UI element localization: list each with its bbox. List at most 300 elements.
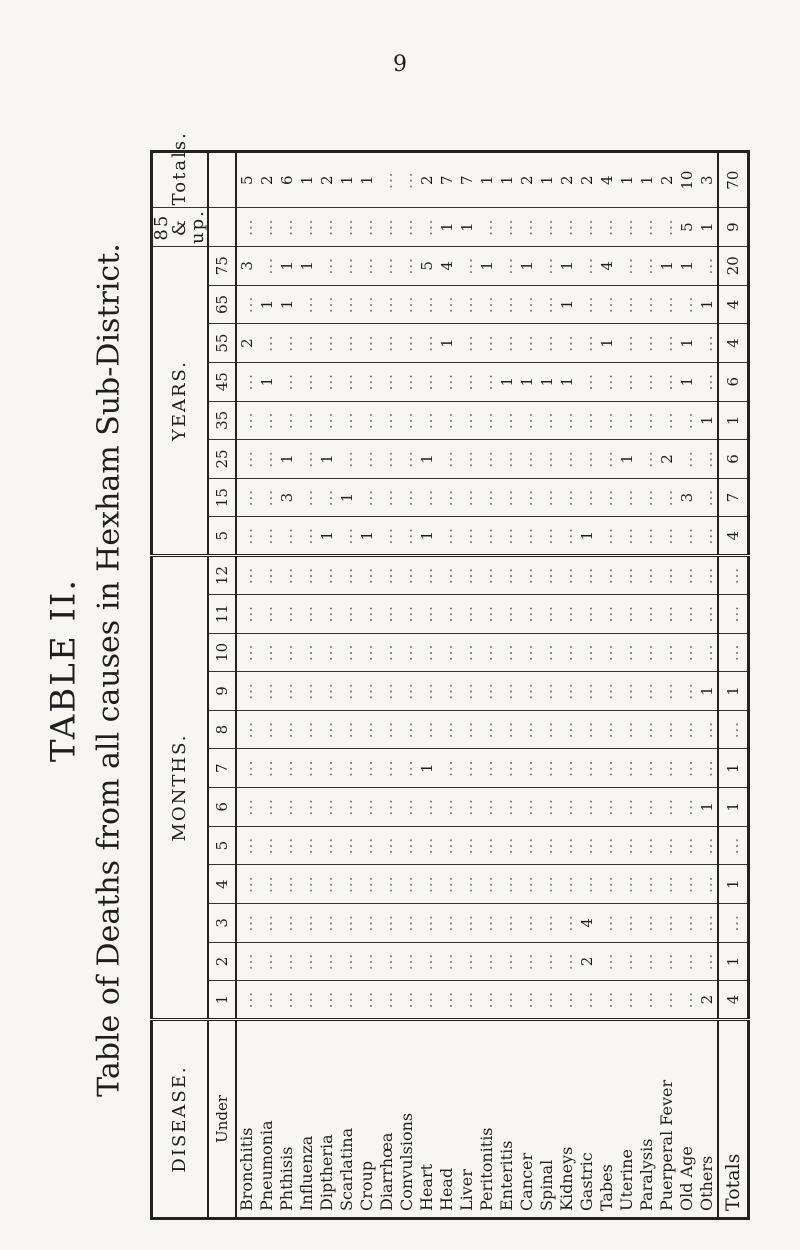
- year-cell: ...: [597, 478, 617, 517]
- year-header: 65: [208, 285, 236, 324]
- month-cell: ...: [637, 942, 657, 981]
- disease-name: Puerperal Fever: [657, 1019, 677, 1218]
- group-header-disease: DISEASE.: [152, 1019, 209, 1218]
- year-cell: ...: [617, 362, 637, 401]
- month-cell: ...: [537, 672, 557, 711]
- year-cell: ...: [297, 324, 317, 363]
- month-cell: ...: [477, 981, 497, 1020]
- year-cell: 2: [657, 440, 677, 479]
- totals-label: Totals: [718, 1019, 749, 1218]
- year-cell: ...: [557, 324, 577, 363]
- month-cell: ...: [497, 749, 517, 788]
- year-header: 75: [208, 246, 236, 285]
- year-cell: ...: [657, 478, 677, 517]
- year-cell: ...: [657, 401, 677, 440]
- month-cell: ...: [597, 594, 617, 633]
- year-cell: ...: [537, 478, 557, 517]
- year-cell: ...: [637, 285, 657, 324]
- month-cell: ...: [637, 904, 657, 943]
- month-cell: ...: [517, 672, 537, 711]
- month-cell: ...: [236, 710, 257, 749]
- year-cell: ...: [477, 440, 497, 479]
- year-total: 20: [718, 246, 749, 285]
- year-cell: ...: [417, 285, 437, 324]
- year-cell: ...: [337, 362, 357, 401]
- total-cell: 5: [236, 152, 257, 208]
- month-cell: ...: [617, 633, 637, 672]
- year-cell: ...: [537, 246, 557, 285]
- year-cell: 3: [236, 246, 257, 285]
- month-cell: ...: [337, 981, 357, 1020]
- month-cell: ...: [397, 556, 417, 595]
- month-cell: ...: [617, 672, 637, 711]
- month-cell: ...: [377, 556, 397, 595]
- month-cell: ...: [437, 942, 457, 981]
- month-cell: ...: [297, 710, 317, 749]
- year-cell: 1: [577, 517, 597, 556]
- over85-cell: ...: [277, 208, 297, 247]
- total-cell: 10: [677, 152, 697, 208]
- year-cell: ...: [357, 478, 377, 517]
- month-cell: ...: [417, 633, 437, 672]
- year-cell: ...: [417, 478, 437, 517]
- year-cell: 1: [617, 440, 637, 479]
- month-cell: ...: [557, 672, 577, 711]
- month-cell: ...: [457, 904, 477, 943]
- year-cell: ...: [497, 440, 517, 479]
- year-cell: 1: [277, 246, 297, 285]
- year-cell: 1: [417, 517, 437, 556]
- total-cell: 1: [537, 152, 557, 208]
- month-cell: ...: [277, 749, 297, 788]
- month-cell: ...: [437, 594, 457, 633]
- disease-name: Peritonitis: [477, 1019, 497, 1218]
- year-cell: ...: [236, 285, 257, 324]
- month-cell: ...: [397, 749, 417, 788]
- year-cell: 1: [257, 362, 277, 401]
- year-cell: ...: [677, 285, 697, 324]
- year-cell: ...: [337, 517, 357, 556]
- month-header: 6: [208, 788, 236, 827]
- month-cell: ...: [677, 788, 697, 827]
- year-cell: ...: [477, 362, 497, 401]
- month-cell: ...: [457, 942, 477, 981]
- month-total: ...: [718, 556, 749, 595]
- month-cell: ...: [397, 633, 417, 672]
- year-cell: ...: [437, 478, 457, 517]
- month-total: ...: [718, 904, 749, 943]
- month-cell: ...: [236, 865, 257, 904]
- month-cell: ...: [297, 633, 317, 672]
- month-cell: ...: [277, 556, 297, 595]
- year-cell: ...: [297, 285, 317, 324]
- year-cell: ...: [297, 440, 317, 479]
- year-cell: ...: [697, 440, 718, 479]
- disease-name: Old Age: [677, 1019, 697, 1218]
- year-cell: ...: [577, 401, 597, 440]
- total-cell: 6: [277, 152, 297, 208]
- year-cell: ...: [277, 401, 297, 440]
- month-cell: ...: [557, 788, 577, 827]
- month-cell: ...: [337, 788, 357, 827]
- over85-cell: ...: [337, 208, 357, 247]
- month-cell: ...: [457, 710, 477, 749]
- month-cell: ...: [277, 904, 297, 943]
- year-cell: ...: [657, 517, 677, 556]
- month-cell: ...: [537, 788, 557, 827]
- month-cell: ...: [437, 981, 457, 1020]
- year-cell: ...: [617, 246, 637, 285]
- year-cell: ...: [417, 324, 437, 363]
- header-totals: Totals.: [152, 152, 209, 208]
- month-cell: ...: [617, 594, 637, 633]
- year-total: 1: [718, 401, 749, 440]
- year-cell: ...: [457, 362, 477, 401]
- table-row: [697, 152, 718, 1219]
- table-row: [597, 152, 617, 1219]
- year-cell: ...: [577, 324, 597, 363]
- year-cell: ...: [497, 517, 517, 556]
- year-header: 45: [208, 362, 236, 401]
- month-cell: ...: [577, 788, 597, 827]
- month-cell: ...: [517, 710, 537, 749]
- month-cell: ...: [657, 865, 677, 904]
- month-cell: ...: [677, 633, 697, 672]
- month-cell: ...: [557, 556, 577, 595]
- year-cell: ...: [637, 440, 657, 479]
- year-cell: 3: [277, 478, 297, 517]
- year-cell: ...: [597, 285, 617, 324]
- year-cell: ...: [337, 324, 357, 363]
- month-cell: ...: [657, 672, 677, 711]
- total-cell: 1: [477, 152, 497, 208]
- table-row: [397, 152, 417, 1219]
- header-over85: 85 & up.: [152, 208, 209, 247]
- table-row: [257, 152, 277, 1219]
- year-cell: ...: [637, 246, 657, 285]
- month-cell: ...: [577, 672, 597, 711]
- month-cell: ...: [437, 672, 457, 711]
- month-cell: ...: [497, 788, 517, 827]
- month-cell: ...: [537, 865, 557, 904]
- header-over85-spacer: [208, 208, 236, 247]
- year-cell: ...: [697, 478, 718, 517]
- table-row: [617, 152, 637, 1219]
- month-cell: ...: [257, 594, 277, 633]
- month-cell: ...: [697, 942, 718, 981]
- month-cell: ...: [236, 942, 257, 981]
- year-cell: ...: [557, 401, 577, 440]
- header-totals-spacer: [208, 152, 236, 208]
- disease-name: Convulsions: [397, 1019, 417, 1218]
- month-cell: ...: [497, 633, 517, 672]
- month-cell: ...: [477, 788, 497, 827]
- year-cell: ...: [677, 517, 697, 556]
- month-cell: ...: [317, 981, 337, 1020]
- year-cell: ...: [557, 440, 577, 479]
- year-cell: ...: [477, 517, 497, 556]
- year-cell: 1: [557, 246, 577, 285]
- year-cell: ...: [597, 517, 617, 556]
- month-cell: ...: [657, 788, 677, 827]
- year-cell: 5: [417, 246, 437, 285]
- month-cell: ...: [297, 749, 317, 788]
- year-cell: ...: [497, 285, 517, 324]
- month-cell: ...: [236, 826, 257, 865]
- month-cell: ...: [417, 710, 437, 749]
- month-cell: ...: [357, 594, 377, 633]
- total-cell: 1: [337, 152, 357, 208]
- month-cell: ...: [637, 594, 657, 633]
- month-cell: ...: [657, 942, 677, 981]
- year-cell: 1: [697, 285, 718, 324]
- year-cell: ...: [317, 401, 337, 440]
- month-cell: ...: [577, 594, 597, 633]
- year-cell: ...: [617, 324, 637, 363]
- year-cell: ...: [537, 285, 557, 324]
- over85-cell: ...: [657, 208, 677, 247]
- table-row: [677, 152, 697, 1219]
- month-header: 9: [208, 672, 236, 711]
- year-cell: ...: [457, 517, 477, 556]
- year-cell: ...: [457, 440, 477, 479]
- month-cell: ...: [537, 981, 557, 1020]
- month-cell: ...: [257, 904, 277, 943]
- year-cell: 1: [277, 440, 297, 479]
- month-cell: ...: [317, 749, 337, 788]
- month-cell: ...: [377, 672, 397, 711]
- month-cell: ...: [517, 788, 537, 827]
- month-cell: ...: [257, 672, 277, 711]
- table-row: [517, 152, 537, 1219]
- month-cell: ...: [457, 594, 477, 633]
- total-cell: 2: [517, 152, 537, 208]
- year-cell: ...: [497, 401, 517, 440]
- month-cell: ...: [337, 556, 357, 595]
- year-cell: ...: [517, 517, 537, 556]
- deaths-table: [150, 131, 750, 1220]
- year-cell: ...: [397, 440, 417, 479]
- year-cell: ...: [317, 246, 337, 285]
- year-cell: ...: [437, 401, 457, 440]
- month-cell: ...: [557, 749, 577, 788]
- year-cell: ...: [257, 440, 277, 479]
- table-row: [297, 152, 317, 1219]
- month-cell: ...: [517, 556, 537, 595]
- month-cell: ...: [597, 865, 617, 904]
- month-cell: ...: [357, 904, 377, 943]
- month-total: 1: [718, 788, 749, 827]
- month-cell: ...: [437, 904, 457, 943]
- month-cell: ...: [477, 556, 497, 595]
- disease-name: Others: [697, 1019, 718, 1218]
- month-cell: ...: [577, 710, 597, 749]
- month-cell: ...: [437, 633, 457, 672]
- month-cell: ...: [337, 672, 357, 711]
- year-cell: ...: [257, 401, 277, 440]
- month-cell: 2: [697, 981, 718, 1020]
- over85-cell: ...: [297, 208, 317, 247]
- month-cell: ...: [617, 710, 637, 749]
- month-cell: ...: [697, 904, 718, 943]
- month-cell: ...: [377, 710, 397, 749]
- month-cell: ...: [637, 672, 657, 711]
- over85-cell: ...: [417, 208, 437, 247]
- year-cell: ...: [697, 517, 718, 556]
- disease-name: Gastric: [577, 1019, 597, 1218]
- month-cell: ...: [277, 788, 297, 827]
- year-total: 6: [718, 362, 749, 401]
- month-cell: ...: [317, 556, 337, 595]
- year-cell: ...: [297, 517, 317, 556]
- month-cell: ...: [517, 865, 537, 904]
- year-cell: 1: [317, 517, 337, 556]
- month-cell: ...: [597, 981, 617, 1020]
- month-cell: ...: [677, 826, 697, 865]
- month-cell: ...: [617, 942, 637, 981]
- month-total: 1: [718, 865, 749, 904]
- month-cell: ...: [437, 710, 457, 749]
- over85-cell: ...: [357, 208, 377, 247]
- month-cell: ...: [357, 556, 377, 595]
- over85-cell: ...: [377, 208, 397, 247]
- month-cell: ...: [497, 672, 517, 711]
- month-cell: ...: [417, 788, 437, 827]
- year-cell: ...: [357, 362, 377, 401]
- disease-name: Liver: [457, 1019, 477, 1218]
- month-cell: ...: [537, 594, 557, 633]
- month-cell: ...: [557, 633, 577, 672]
- year-cell: ...: [477, 285, 497, 324]
- month-cell: ...: [477, 633, 497, 672]
- year-cell: ...: [236, 440, 257, 479]
- year-cell: ...: [577, 246, 597, 285]
- month-cell: ...: [377, 633, 397, 672]
- year-cell: 1: [257, 285, 277, 324]
- disease-name: Croup: [357, 1019, 377, 1218]
- year-cell: ...: [677, 401, 697, 440]
- month-cell: ...: [477, 865, 497, 904]
- month-cell: ...: [537, 633, 557, 672]
- month-cell: ...: [297, 594, 317, 633]
- month-cell: ...: [297, 826, 317, 865]
- over85-cell: 5: [677, 208, 697, 247]
- year-cell: ...: [517, 324, 537, 363]
- disease-name: Diarrhœa: [377, 1019, 397, 1218]
- rotated-table-container: [150, 131, 744, 1220]
- disease-name: Diptheria: [317, 1019, 337, 1218]
- month-cell: ...: [417, 865, 437, 904]
- month-cell: ...: [277, 710, 297, 749]
- year-cell: 1: [657, 246, 677, 285]
- month-cell: ...: [236, 633, 257, 672]
- month-cell: ...: [357, 672, 377, 711]
- year-cell: ...: [537, 440, 557, 479]
- month-cell: ...: [357, 633, 377, 672]
- month-header: 10: [208, 633, 236, 672]
- year-cell: ...: [236, 362, 257, 401]
- month-cell: ...: [537, 710, 557, 749]
- year-cell: ...: [397, 362, 417, 401]
- month-cell: ...: [297, 981, 317, 1020]
- month-total: ...: [718, 710, 749, 749]
- month-cell: ...: [337, 865, 357, 904]
- disease-name: Pneumonia: [257, 1019, 277, 1218]
- month-cell: ...: [697, 749, 718, 788]
- year-cell: ...: [236, 517, 257, 556]
- year-cell: ...: [297, 401, 317, 440]
- month-cell: ...: [597, 556, 617, 595]
- disease-name: Scarlatina: [337, 1019, 357, 1218]
- year-cell: ...: [537, 401, 557, 440]
- month-cell: ...: [597, 633, 617, 672]
- month-cell: ...: [617, 826, 637, 865]
- month-cell: ...: [697, 710, 718, 749]
- month-cell: ...: [597, 672, 617, 711]
- year-cell: 1: [677, 362, 697, 401]
- month-cell: 2: [577, 942, 597, 981]
- month-cell: ...: [417, 904, 437, 943]
- disease-name: Uterine: [617, 1019, 637, 1218]
- month-cell: ...: [457, 826, 477, 865]
- month-cell: ...: [577, 826, 597, 865]
- month-cell: ...: [257, 826, 277, 865]
- year-cell: ...: [497, 324, 517, 363]
- total-cell: 1: [357, 152, 377, 208]
- month-cell: ...: [277, 981, 297, 1020]
- month-cell: 1: [697, 788, 718, 827]
- month-cell: ...: [257, 981, 277, 1020]
- month-cell: ...: [397, 710, 417, 749]
- year-cell: ...: [397, 285, 417, 324]
- year-cell: ...: [517, 401, 537, 440]
- month-cell: ...: [457, 672, 477, 711]
- year-cell: ...: [377, 246, 397, 285]
- over85-total: 9: [718, 208, 749, 247]
- month-cell: ...: [297, 788, 317, 827]
- over85-cell: ...: [637, 208, 657, 247]
- year-header: 15: [208, 478, 236, 517]
- month-cell: ...: [297, 556, 317, 595]
- month-cell: ...: [457, 633, 477, 672]
- month-cell: ...: [397, 826, 417, 865]
- total-cell: 1: [617, 152, 637, 208]
- year-cell: ...: [657, 324, 677, 363]
- month-cell: ...: [657, 826, 677, 865]
- disease-name: Influenza: [297, 1019, 317, 1218]
- month-cell: ...: [397, 981, 417, 1020]
- month-cell: ...: [637, 788, 657, 827]
- disease-name: Head: [437, 1019, 457, 1218]
- year-cell: ...: [697, 246, 718, 285]
- month-cell: ...: [257, 942, 277, 981]
- year-cell: ...: [337, 246, 357, 285]
- year-cell: ...: [457, 478, 477, 517]
- month-cell: ...: [517, 981, 537, 1020]
- month-cell: ...: [417, 826, 437, 865]
- year-cell: 1: [557, 362, 577, 401]
- month-cell: ...: [577, 865, 597, 904]
- month-cell: ...: [637, 826, 657, 865]
- year-cell: ...: [337, 440, 357, 479]
- table-row: [317, 152, 337, 1219]
- table-row: [477, 152, 497, 1219]
- year-cell: ...: [397, 517, 417, 556]
- table-row: [377, 152, 397, 1219]
- month-cell: ...: [357, 788, 377, 827]
- year-cell: ...: [236, 401, 257, 440]
- month-cell: ...: [457, 865, 477, 904]
